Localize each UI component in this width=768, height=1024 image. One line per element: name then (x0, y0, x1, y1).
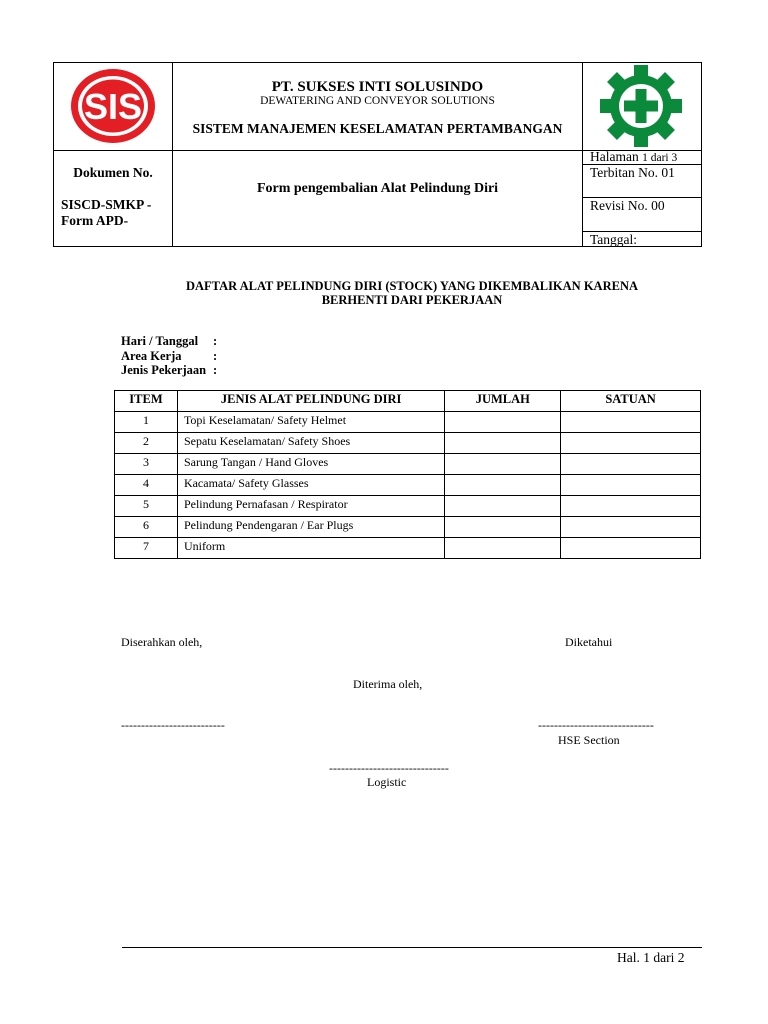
item-name: Sepatu Keselamatan/ Safety Shoes (177, 433, 444, 454)
table-row (115, 433, 701, 454)
item-number: 6 (115, 517, 178, 538)
document-title-line1: DAFTAR ALAT PELINDUNG DIRI (STOCK) YANG DIKEMBALIKAN KARENA (185, 279, 639, 293)
table-row (115, 538, 701, 559)
logistic-label: Logistic (367, 775, 407, 789)
item-name: Pelindung Pendengaran / Ear Plugs (177, 517, 444, 538)
satuan-cell[interactable] (561, 412, 701, 433)
table-row (115, 496, 701, 517)
company-logo-icon (69, 66, 157, 146)
jumlah-cell[interactable] (445, 412, 561, 433)
halaman-cell (590, 149, 677, 165)
table-header-row (115, 391, 701, 412)
item-name: Sarung Tangan / Hand Gloves (177, 454, 444, 475)
company-name: PT. SUKSES INTI SOLUSINDO (271, 79, 484, 95)
document-code-line2: Form APD- (61, 213, 129, 228)
column-header-item: ITEM (115, 391, 178, 412)
safety-gear-cross-icon (597, 64, 685, 148)
document-header (53, 62, 702, 247)
document-title-line2: BERHENTI DARI PEKERJAAN (321, 293, 503, 307)
table-row (115, 517, 701, 538)
satuan-cell[interactable] (561, 433, 701, 454)
logo-text: SIS (83, 86, 143, 127)
company-tagline: DEWATERING AND CONVEYOR SOLUTIONS (260, 95, 495, 107)
item-name: Topi Keselamatan/ Safety Helmet (177, 412, 444, 433)
table-row (115, 475, 701, 496)
document-number-label: Dokumen No. (73, 165, 153, 180)
jumlah-cell[interactable] (445, 538, 561, 559)
field-hari-tanggal: Hari / Tanggal : (121, 334, 218, 348)
footer-page-number: Hal. 1 dari 2 (617, 950, 685, 965)
table-row (115, 454, 701, 475)
item-name: Kacamata/ Safety Glasses (177, 475, 444, 496)
satuan-cell[interactable] (561, 475, 701, 496)
signature-line-center: ------------------------------ (329, 761, 449, 775)
item-name: Pelindung Pernafasan / Respirator (177, 496, 444, 517)
footer-divider (122, 947, 702, 948)
table-row (115, 412, 701, 433)
item-number: 5 (115, 496, 178, 517)
field-area-kerja: Area Kerja : (121, 348, 218, 363)
halaman-label: Halaman (590, 149, 639, 164)
diterima-label: Diterima oleh, (353, 677, 423, 691)
item-number: 3 (115, 454, 178, 475)
jumlah-cell[interactable] (445, 475, 561, 496)
revisi-number: Revisi No. 00 (590, 198, 665, 213)
column-header-satuan: SATUAN (561, 391, 701, 412)
item-number: 1 (115, 412, 178, 433)
column-header-jumlah: JUMLAH (445, 391, 561, 412)
document-code-line1: SISCD-SMKP - (61, 197, 152, 212)
tanggal-label: Tanggal: (590, 232, 638, 247)
signature-line-right: ----------------------------- (538, 718, 654, 732)
jumlah-cell[interactable] (445, 517, 561, 538)
signature-line-left: -------------------------- (121, 718, 225, 732)
item-number: 7 (115, 538, 178, 559)
diketahui-label: Diketahui (565, 635, 613, 649)
header-divider (582, 63, 583, 246)
satuan-cell[interactable] (561, 517, 701, 538)
satuan-cell[interactable] (561, 496, 701, 517)
diserahkan-label: Diserahkan oleh, (121, 635, 203, 649)
jumlah-cell[interactable] (445, 433, 561, 454)
jumlah-cell[interactable] (445, 454, 561, 475)
form-title: Form pengembalian Alat Pelindung Diri (256, 181, 499, 196)
field-jenis-pekerjaan: Jenis Pekerjaan : (121, 363, 218, 377)
item-name: Uniform (177, 538, 444, 559)
item-number: 4 (115, 475, 178, 496)
satuan-cell[interactable] (561, 538, 701, 559)
hse-section-label: HSE Section (558, 733, 620, 747)
terbitan-number: Terbitan No. 01 (590, 165, 675, 180)
item-number: 2 (115, 433, 178, 454)
jumlah-cell[interactable] (445, 496, 561, 517)
halaman-value: 1 dari 3 (642, 152, 678, 164)
satuan-cell[interactable] (561, 454, 701, 475)
column-header-jenis: JENIS ALAT PELINDUNG DIRI (177, 391, 444, 412)
system-name: SISTEM MANAJEMEN KESELAMATAN PERTAMBANGAN (192, 121, 563, 136)
apd-items-table (114, 390, 701, 559)
info-fields (121, 334, 217, 378)
